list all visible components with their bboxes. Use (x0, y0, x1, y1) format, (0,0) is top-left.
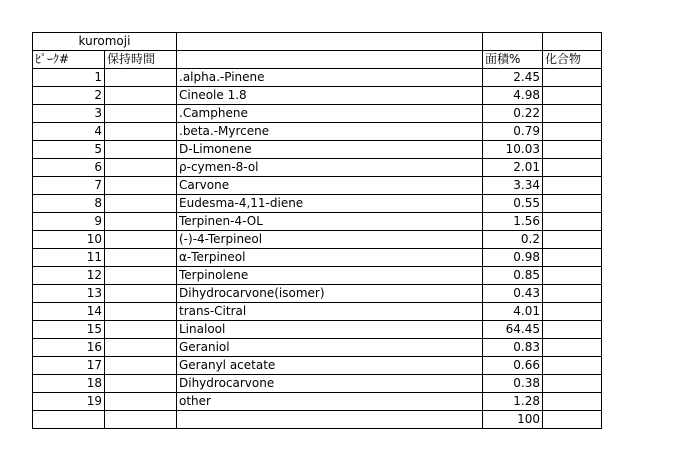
retention-time-cell[interactable] (105, 105, 177, 123)
retention-time-cell[interactable] (105, 231, 177, 249)
retention-time-cell[interactable] (105, 339, 177, 357)
peak-number-cell[interactable]: 2 (33, 87, 105, 105)
peak-number-cell[interactable]: 5 (33, 141, 105, 159)
retention-time-cell[interactable] (105, 123, 177, 141)
compound-name-cell[interactable]: Geraniol (177, 339, 483, 357)
peak-number-cell[interactable]: 9 (33, 213, 105, 231)
retention-time-cell[interactable] (105, 87, 177, 105)
retention-time-cell[interactable] (105, 177, 177, 195)
peak-number-cell[interactable]: 7 (33, 177, 105, 195)
table-row (33, 339, 602, 357)
peak-number-cell[interactable]: 1 (33, 69, 105, 87)
chemical-cell[interactable] (543, 123, 602, 141)
peak-number-cell[interactable]: 10 (33, 231, 105, 249)
retention-time-cell[interactable] (105, 69, 177, 87)
table-row (33, 141, 602, 159)
peak-number-cell[interactable]: 17 (33, 357, 105, 375)
compound-name-cell[interactable]: Geranyl acetate (177, 357, 483, 375)
table-row (33, 105, 602, 123)
peak-number-cell[interactable]: 13 (33, 285, 105, 303)
table-row (33, 177, 602, 195)
data-table (32, 32, 602, 429)
area-percent-cell[interactable]: 4.98 (483, 87, 543, 105)
peak-number-cell[interactable]: 4 (33, 123, 105, 141)
table-row (33, 159, 602, 177)
chemical-cell[interactable] (543, 321, 602, 339)
chemical-header-cell[interactable]: 化合物 (543, 51, 602, 69)
table-row (33, 231, 602, 249)
empty-cell[interactable] (543, 33, 602, 51)
chemical-cell[interactable] (543, 141, 602, 159)
peak-number-cell[interactable]: 19 (33, 393, 105, 411)
header-row (33, 51, 602, 69)
area-percent-cell[interactable]: 1.28 (483, 393, 543, 411)
table-row (33, 303, 602, 321)
retention-time-cell[interactable] (105, 249, 177, 267)
compound-name-cell[interactable]: Dihydrocarvone (177, 375, 483, 393)
chemical-cell[interactable] (543, 285, 602, 303)
empty-cell[interactable] (105, 411, 177, 429)
title-row (33, 33, 602, 51)
chemical-cell[interactable] (543, 195, 602, 213)
area-percent-cell[interactable]: 10.03 (483, 141, 543, 159)
empty-cell[interactable] (543, 411, 602, 429)
retention-time-cell[interactable] (105, 321, 177, 339)
chemical-cell[interactable] (543, 393, 602, 411)
compound-name-cell[interactable]: (-)-4-Terpineol (177, 231, 483, 249)
table-row (33, 321, 602, 339)
table-row (33, 87, 602, 105)
compound-name-cell[interactable]: D-Limonene (177, 141, 483, 159)
table-row (33, 267, 602, 285)
compound-name-cell[interactable]: .Camphene (177, 105, 483, 123)
table-row (33, 213, 602, 231)
area-percent-cell[interactable]: 0.38 (483, 375, 543, 393)
retention-time-cell[interactable] (105, 357, 177, 375)
chemical-cell[interactable] (543, 87, 602, 105)
retention-time-header-cell[interactable]: 保持時間 (105, 51, 177, 69)
table-row (33, 249, 602, 267)
retention-time-cell[interactable] (105, 159, 177, 177)
compound-name-cell[interactable]: other (177, 393, 483, 411)
total-row (33, 411, 602, 429)
chemical-cell[interactable] (543, 267, 602, 285)
area-percent-header-cell[interactable]: 面積% (483, 51, 543, 69)
chemical-cell[interactable] (543, 177, 602, 195)
compound-name-cell[interactable]: Carvone (177, 177, 483, 195)
table-row (33, 357, 602, 375)
area-percent-cell[interactable]: 2.45 (483, 69, 543, 87)
table-row (33, 393, 602, 411)
compound-name-cell[interactable]: trans-Citral (177, 303, 483, 321)
peak-number-cell[interactable]: 14 (33, 303, 105, 321)
retention-time-cell[interactable] (105, 375, 177, 393)
compound-name-cell[interactable]: Linalool (177, 321, 483, 339)
compound-name-cell[interactable]: ρ-cymen-8-ol (177, 159, 483, 177)
retention-time-cell[interactable] (105, 141, 177, 159)
compound-name-cell[interactable]: .alpha.-Pinene (177, 69, 483, 87)
area-percent-cell[interactable]: 3.34 (483, 177, 543, 195)
retention-time-cell[interactable] (105, 267, 177, 285)
peak-number-cell[interactable]: 11 (33, 249, 105, 267)
empty-cell[interactable] (33, 411, 105, 429)
peak-number-cell[interactable]: 12 (33, 267, 105, 285)
area-percent-cell[interactable]: 0.43 (483, 285, 543, 303)
chemical-cell[interactable] (543, 375, 602, 393)
table-row (33, 69, 602, 87)
table-row (33, 285, 602, 303)
area-percent-cell[interactable]: 2.01 (483, 159, 543, 177)
chemical-cell[interactable] (543, 231, 602, 249)
peak-number-cell[interactable]: 6 (33, 159, 105, 177)
area-percent-cell[interactable]: 0.2 (483, 231, 543, 249)
empty-cell[interactable] (483, 33, 543, 51)
area-percent-cell[interactable]: 0.66 (483, 357, 543, 375)
peak-number-cell[interactable]: 15 (33, 321, 105, 339)
compound-name-cell[interactable]: .beta.-Myrcene (177, 123, 483, 141)
peak-header-cell[interactable]: ﾋﾟｰｸ# (33, 51, 105, 69)
retention-time-cell[interactable] (105, 213, 177, 231)
peak-number-cell[interactable]: 8 (33, 195, 105, 213)
area-percent-cell[interactable]: 0.55 (483, 195, 543, 213)
table-row (33, 195, 602, 213)
area-percent-cell[interactable]: 4.01 (483, 303, 543, 321)
compound-name-cell[interactable]: Dihydrocarvone(isomer) (177, 285, 483, 303)
chemical-cell[interactable] (543, 249, 602, 267)
chemical-cell[interactable] (543, 69, 602, 87)
compound-header-cell[interactable] (177, 51, 483, 69)
empty-cell[interactable] (177, 411, 483, 429)
retention-time-cell[interactable] (105, 303, 177, 321)
chemical-cell[interactable] (543, 213, 602, 231)
area-percent-cell[interactable]: 0.79 (483, 123, 543, 141)
retention-time-cell[interactable] (105, 285, 177, 303)
peak-number-cell[interactable]: 18 (33, 375, 105, 393)
compound-name-cell[interactable]: Cineole 1.8 (177, 87, 483, 105)
chemical-cell[interactable] (543, 339, 602, 357)
peak-number-cell[interactable]: 3 (33, 105, 105, 123)
chemical-cell[interactable] (543, 105, 602, 123)
chemical-cell[interactable] (543, 159, 602, 177)
sheet-title-cell[interactable]: kuromoji (33, 33, 177, 51)
area-percent-cell[interactable]: 0.85 (483, 267, 543, 285)
compound-name-cell[interactable]: Terpinolene (177, 267, 483, 285)
area-percent-cell[interactable]: 64.45 (483, 321, 543, 339)
table-row (33, 123, 602, 141)
area-percent-cell[interactable]: 0.22 (483, 105, 543, 123)
chemical-cell[interactable] (543, 357, 602, 375)
area-percent-cell[interactable]: 1.56 (483, 213, 543, 231)
chemical-cell[interactable] (543, 303, 602, 321)
table-row (33, 375, 602, 393)
total-area-cell[interactable]: 100 (483, 411, 543, 429)
area-percent-cell[interactable]: 0.98 (483, 249, 543, 267)
retention-time-cell[interactable] (105, 195, 177, 213)
compound-name-cell[interactable]: Eudesma-4,11-diene (177, 195, 483, 213)
retention-time-cell[interactable] (105, 393, 177, 411)
empty-cell[interactable] (177, 33, 483, 51)
compound-name-cell[interactable]: α-Terpineol (177, 249, 483, 267)
compound-name-cell[interactable]: Terpinen-4-OL (177, 213, 483, 231)
area-percent-cell[interactable]: 0.83 (483, 339, 543, 357)
peak-number-cell[interactable]: 16 (33, 339, 105, 357)
